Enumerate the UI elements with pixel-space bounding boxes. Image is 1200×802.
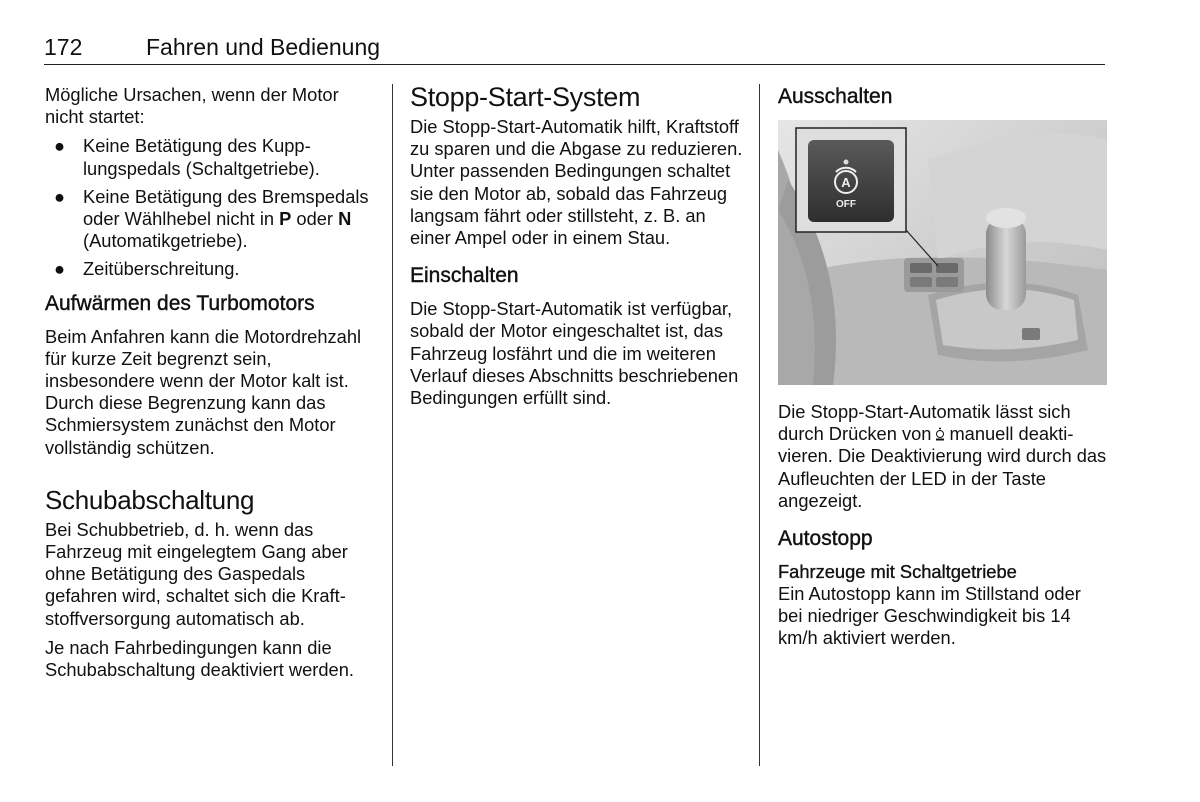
page-header (44, 34, 1105, 65)
column-divider (392, 84, 393, 766)
paragraph: Die Stopp-Start-Automatik lässt sich durch Drücken von manuell deaktivieren. Die Deaktivierung wird durch das Aufleuchten der LED in der Taste angezeigt. (778, 401, 1107, 511)
bullet-icon: ● (54, 258, 66, 280)
column-middle (410, 82, 745, 416)
gear-console-photo (778, 120, 1107, 385)
list-item: ● Zeitüberschreitung. (54, 258, 240, 280)
intro-text: Mögliche Ursachen, wenn der Motor nicht startet: (45, 84, 339, 128)
chapter-title: Fahren und Bedienung (146, 34, 381, 60)
paragraph: Beim Anfahren kann die Motordrehzahl für kurze Zeit begrenzt sein, insbesondere wenn der Motor kalt ist. Durch diese Begrenzung kann das Schmiersystem zunächst den Motor vollständig schützen. (45, 325, 362, 458)
bullet-icon: ● (54, 135, 66, 157)
list-item: ● Keine Betätigung des Kupplungspedals (Schaltgetriebe). (54, 135, 320, 179)
section-heading: Ausschalten (778, 85, 893, 108)
paragraph: Die Stopp-Start-Automatik ist verfügbar, sobald der Motor eingeschaltet ist, das Fahrzeug losfährt und die im weiteren Verlauf dieses Abschnitts beschriebenen Bedingungen erfüllt sind. (410, 298, 739, 409)
paragraph: Bei Schubbetrieb, d. h. wenn das Fahrzeug mit eingelegtem Gang aber ohne Betätigung des Gaspedals gefahren wird, schaltet sich die Kraftstoffversorgung automatisch ab. (45, 518, 348, 629)
paragraph: Die Stopp-Start-Automatik hilft, Kraftstoff zu sparen und die Abgase zu reduzieren. Unter passenden Bedingungen schaltet sie den Motor ab, sobald das Fahrzeug langsam fährt oder stillsteht, z. B. an einer Ampel oder in einem Stau. (410, 116, 743, 249)
column-divider (759, 84, 760, 766)
paragraph: Je nach Fahrbedingungen kann die Schubabschaltung deaktiviert werden. (45, 636, 354, 681)
section-heading: Aufwärmen des Turbomotors (45, 291, 315, 315)
section-heading: Autostopp (778, 527, 873, 551)
column-left (45, 84, 375, 688)
list-item: ● Keine Betätigung des Bremspedals oder Wählhebel nicht in P oder N (Automatikgetriebe). (54, 185, 369, 252)
paragraph: Ein Autostopp kann im Stillstand oder bei niedriger Geschwindigkeit bis 14 km/h aktiviert werden. (778, 583, 1081, 649)
column-right (778, 84, 1108, 657)
section-heading: Einschalten (410, 264, 519, 288)
sub-heading: Fahrzeuge mit Schaltgetriebe (778, 561, 1017, 583)
stop-start-off-icon (934, 427, 946, 441)
button-off-label: OFF (836, 199, 856, 210)
page-number: 172 (44, 34, 83, 60)
cause-list (45, 135, 375, 280)
section-title: Stopp-Start-System (410, 82, 641, 112)
bullet-icon: ● (54, 185, 66, 207)
button-symbol: A (841, 175, 851, 190)
section-title: Schubabschaltung (45, 484, 255, 515)
